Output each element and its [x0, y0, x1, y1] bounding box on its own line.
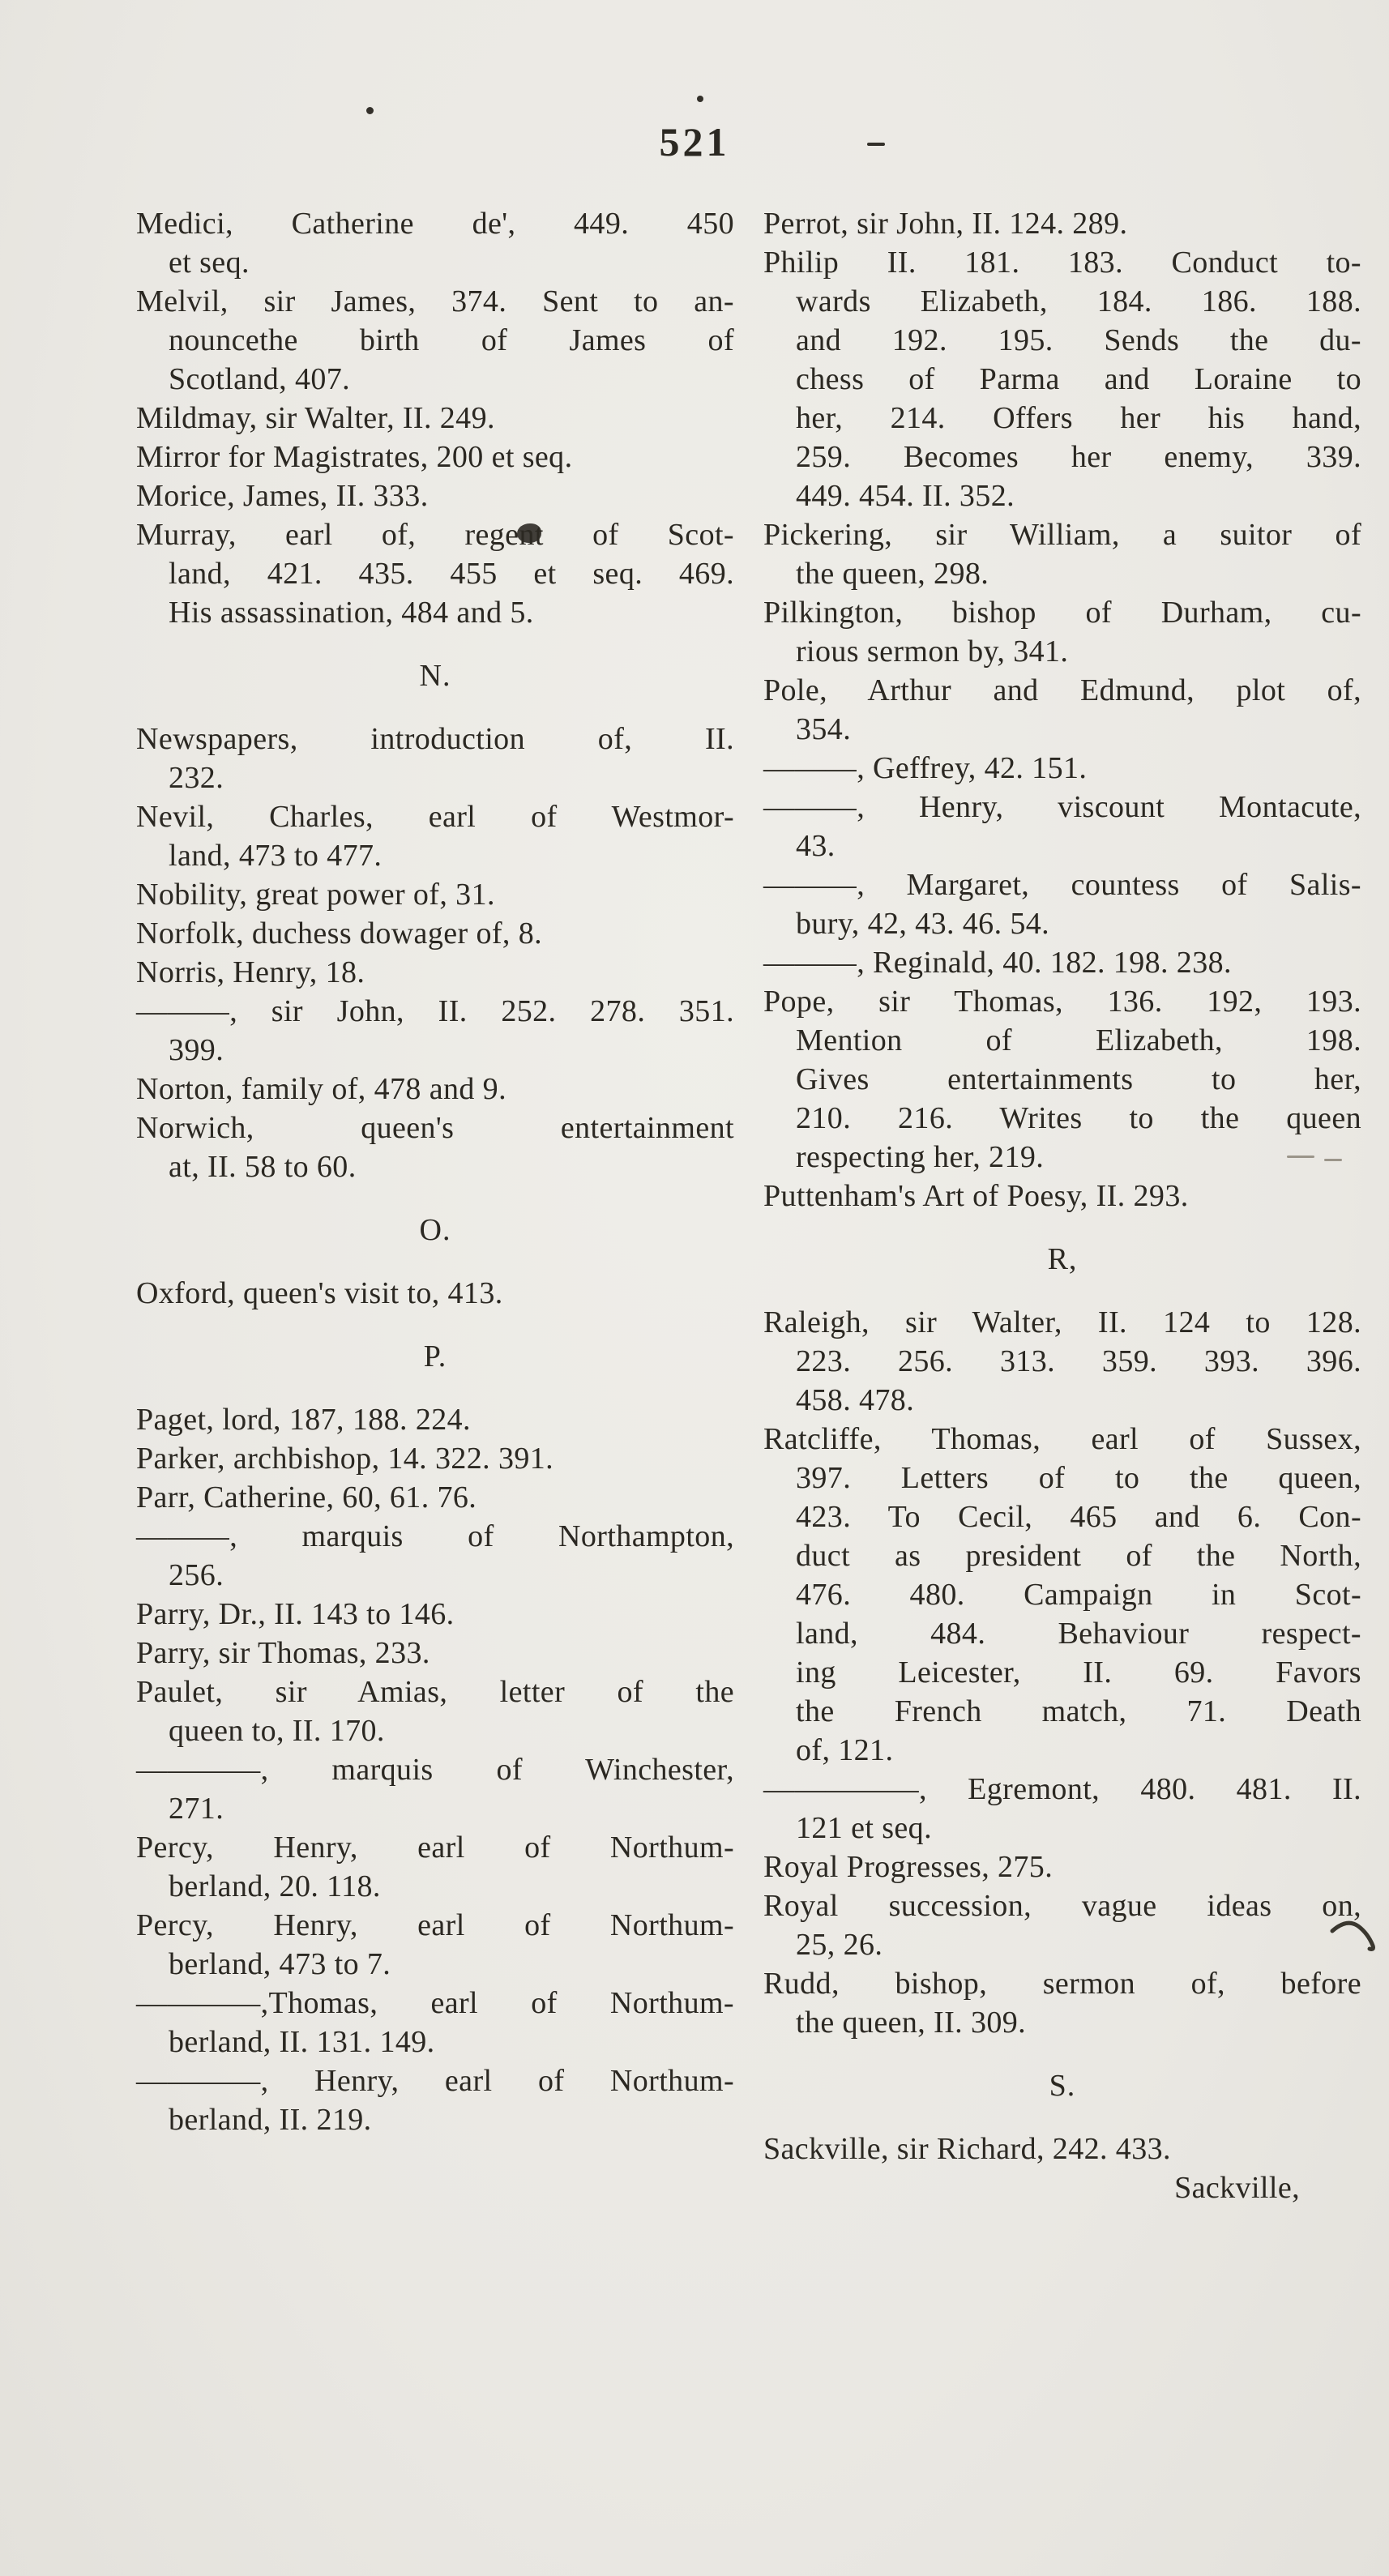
entry-line: His assassination, 484 and 5.	[169, 596, 534, 630]
entry-line: 449. 454. II. 352.	[796, 479, 1015, 513]
entry-line: and 192. 195. Sends the du-	[796, 323, 1361, 357]
index-entry	[136, 1439, 734, 1478]
index-column-right	[763, 204, 1361, 2207]
entry-line: ———, sir John, II. 252. 278. 351.	[136, 994, 734, 1028]
index-entry	[136, 1595, 734, 1634]
index-entry	[763, 1177, 1361, 1215]
entry-line: Percy, Henry, earl of Northum-	[136, 1831, 734, 1865]
entry-line: 25, 26.	[796, 1928, 883, 1962]
index-entry	[763, 515, 1361, 593]
entry-line: land, 484. Behaviour respect-	[796, 1617, 1361, 1651]
index-entry	[763, 204, 1361, 243]
entry-line: 210. 216. Writes to the queen	[796, 1101, 1361, 1135]
entry-line: ————, Henry, earl of Northum-	[136, 2064, 734, 2098]
entry-line: chess of Parma and Loraine to	[796, 362, 1361, 396]
entry-line: 458. 478.	[796, 1383, 915, 1417]
entry-line: 256.	[169, 1558, 224, 1592]
entry-line: Ratcliffe, Thomas, earl of Sussex,	[763, 1422, 1361, 1456]
entry-line: Mildmay, sir Walter, II. 249.	[136, 401, 495, 435]
entry-line: 397. Letters of to the queen,	[796, 1461, 1361, 1495]
entry-line: ———, Margaret, countess of Salis-	[763, 868, 1361, 902]
index-entry	[763, 671, 1361, 749]
entry-line: Parr, Catherine, 60, 61. 76.	[136, 1480, 477, 1514]
index-entry	[136, 438, 734, 476]
entry-line: 476. 480. Campaign in Scot-	[796, 1578, 1361, 1612]
index-entry	[763, 2130, 1361, 2168]
index-entry	[136, 282, 734, 399]
entry-line: Medici, Catherine de', 449. 450	[136, 207, 734, 241]
entry-line: at, II. 58 to 60.	[169, 1150, 357, 1184]
entry-line: Murray, earl of, regent of Scot-	[136, 518, 734, 552]
index-entry	[763, 1848, 1361, 1886]
index-entry	[763, 982, 1361, 1177]
index-entry	[136, 476, 734, 515]
index-entry	[136, 797, 734, 875]
entry-line: Royal succession, vague ideas on,	[763, 1889, 1361, 1923]
index-entry	[136, 992, 734, 1070]
entry-line: ————, marquis of Winchester,	[136, 1753, 734, 1787]
entry-line: Norfolk, duchess dowager of, 8.	[136, 916, 543, 951]
entry-line: Norris, Henry, 18.	[136, 955, 365, 989]
entry-line: Parker, archbishop, 14. 322. 391.	[136, 1442, 554, 1476]
entry-line: 121 et seq.	[796, 1811, 932, 1845]
entry-line: et seq.	[169, 246, 250, 280]
catchword: Sackville,	[1174, 2171, 1300, 2205]
entry-line: Mention of Elizabeth, 198.	[796, 1023, 1361, 1057]
ink-speck	[366, 107, 374, 114]
entry-line: Sackville, sir Richard, 242. 433.	[763, 2132, 1171, 2166]
entry-line: Raleigh, sir Walter, II. 124 to 128.	[763, 1305, 1361, 1339]
index-entry	[136, 1478, 734, 1517]
entry-line: Melvil, sir James, 374. Sent to an-	[136, 284, 734, 318]
entry-line: Rudd, bishop, sermon of, before	[763, 1967, 1361, 2001]
index-entry	[136, 1400, 734, 1439]
entry-line: berland, 20. 118.	[169, 1869, 381, 1903]
entry-line: Royal Progresses, 275.	[763, 1850, 1054, 1884]
entry-line: 399.	[169, 1033, 224, 1067]
index-entry	[136, 1070, 734, 1109]
index-entry	[136, 1828, 734, 1906]
entry-line: respecting her, 219.	[796, 1140, 1045, 1174]
index-entry	[136, 1672, 734, 1750]
entry-line: Paulet, sir Amias, letter of the	[136, 1675, 734, 1709]
entry-line: Pope, sir Thomas, 136. 192, 193.	[763, 985, 1361, 1019]
entry-line: 43.	[796, 829, 836, 863]
entry-line: Nobility, great power of, 31.	[136, 878, 495, 912]
entry-line: rious sermon by, 341.	[796, 634, 1069, 669]
section-heading: N.	[419, 659, 451, 693]
index-entry	[136, 875, 734, 914]
index-entry	[763, 865, 1361, 943]
index-entry	[136, 720, 734, 797]
index-entry	[136, 2061, 734, 2139]
entry-line: Percy, Henry, earl of Northum-	[136, 1908, 734, 1942]
ink-speck	[697, 96, 703, 102]
entry-line: Parry, Dr., II. 143 to 146.	[136, 1597, 455, 1631]
entry-line: Philip II. 181. 183. Conduct to-	[763, 246, 1361, 280]
entry-line: the queen, II. 309.	[796, 2006, 1027, 2040]
index-columns	[136, 204, 1361, 2207]
index-entry	[136, 1906, 734, 1984]
entry-line: berland, II. 131. 149.	[169, 2025, 435, 2059]
index-entry	[136, 1634, 734, 1672]
entry-line: queen to, II. 170.	[169, 1714, 385, 1748]
entry-line: berland, II. 219.	[169, 2103, 372, 2137]
entry-line: the French match, 71. Death	[796, 1694, 1361, 1728]
entry-line: Mirror for Magistrates, 200 et seq.	[136, 440, 573, 474]
entry-line: bury, 42, 43. 46. 54.	[796, 907, 1050, 941]
index-entry	[763, 1420, 1361, 1770]
entry-line: Norton, family of, 478 and 9.	[136, 1072, 506, 1106]
index-entry	[763, 749, 1361, 788]
entry-line: ———, Reginald, 40. 182. 198. 238.	[763, 946, 1232, 980]
page-number: 521	[659, 119, 730, 164]
index-entry	[136, 399, 734, 438]
index-entry	[136, 1109, 734, 1186]
index-entry	[763, 943, 1361, 982]
index-entry	[136, 515, 734, 632]
entry-line: ing Leicester, II. 69. Favors	[796, 1655, 1361, 1690]
entry-line: ————,Thomas, earl of Northum-	[136, 1986, 734, 2020]
entry-line: land, 473 to 477.	[169, 839, 383, 873]
entry-line: her, 214. Offers her his hand,	[796, 401, 1361, 435]
entry-line: ———, Henry, viscount Montacute,	[763, 790, 1361, 824]
entry-line: wards Elizabeth, 184. 186. 188.	[796, 284, 1361, 318]
entry-line: Nevil, Charles, earl of Westmor-	[136, 800, 734, 834]
entry-line: 423. To Cecil, 465 and 6. Con-	[796, 1500, 1361, 1534]
entry-line: Scotland, 407.	[169, 362, 351, 396]
index-column-left	[136, 204, 734, 2207]
section-heading: R,	[1047, 1242, 1078, 1276]
entry-line: Gives entertainments to her,	[796, 1062, 1361, 1096]
entry-line: of, 121.	[796, 1733, 894, 1767]
entry-line: land, 421. 435. 455 et seq. 469.	[169, 557, 734, 591]
entry-line: Oxford, queen's visit to, 413.	[136, 1276, 503, 1310]
entry-line: ———, marquis of Northampton,	[136, 1519, 734, 1553]
index-entry	[763, 593, 1361, 671]
index-entry	[763, 1770, 1361, 1848]
entry-line: —————, Egremont, 480. 481. II.	[763, 1772, 1361, 1806]
entry-line: Pilkington, bishop of Durham, cu-	[763, 596, 1361, 630]
entry-line: 223. 256. 313. 359. 393. 396.	[796, 1344, 1361, 1378]
entry-line: nouncethe birth of James of	[169, 323, 734, 357]
index-entry	[136, 1517, 734, 1595]
index-entry	[763, 243, 1361, 515]
index-entry	[136, 953, 734, 992]
section-heading: O.	[419, 1213, 451, 1247]
entry-line: berland, 473 to 7.	[169, 1947, 391, 1981]
section-heading: S.	[1049, 2069, 1076, 2103]
entry-line: Morice, James, II. 333.	[136, 479, 429, 513]
index-entry	[136, 1274, 734, 1313]
index-entry	[136, 204, 734, 282]
entry-line: 271.	[169, 1792, 224, 1826]
entry-line: Paget, lord, 187, 188. 224.	[136, 1403, 471, 1437]
entry-line: duct as president of the North,	[796, 1539, 1361, 1573]
entry-line: ———, Geffrey, 42. 151.	[763, 751, 1088, 785]
entry-line: Newspapers, introduction of, II.	[136, 722, 734, 756]
index-entry	[763, 788, 1361, 865]
entry-line: Perrot, sir John, II. 124. 289.	[763, 207, 1128, 241]
entry-line: Norwich, queen's entertainment	[136, 1111, 734, 1145]
section-heading: P.	[423, 1339, 447, 1373]
entry-line: Pickering, sir William, a suitor of	[763, 518, 1361, 552]
index-entry	[763, 1964, 1361, 2042]
index-entry	[136, 914, 734, 953]
entry-line: 259. Becomes her enemy, 339.	[796, 440, 1361, 474]
entry-line: Pole, Arthur and Edmund, plot of,	[763, 673, 1361, 707]
entry-line: 232.	[169, 761, 224, 795]
entry-line: the queen, 298.	[796, 557, 989, 591]
index-entry	[136, 1984, 734, 2061]
entry-line: 354.	[796, 712, 852, 746]
entry-line: Parry, sir Thomas, 233.	[136, 1636, 430, 1670]
index-entry	[763, 1886, 1361, 1964]
entry-line: Puttenham's Art of Poesy, II. 293.	[763, 1179, 1189, 1213]
index-entry	[136, 1750, 734, 1828]
index-entry	[763, 1303, 1361, 1420]
